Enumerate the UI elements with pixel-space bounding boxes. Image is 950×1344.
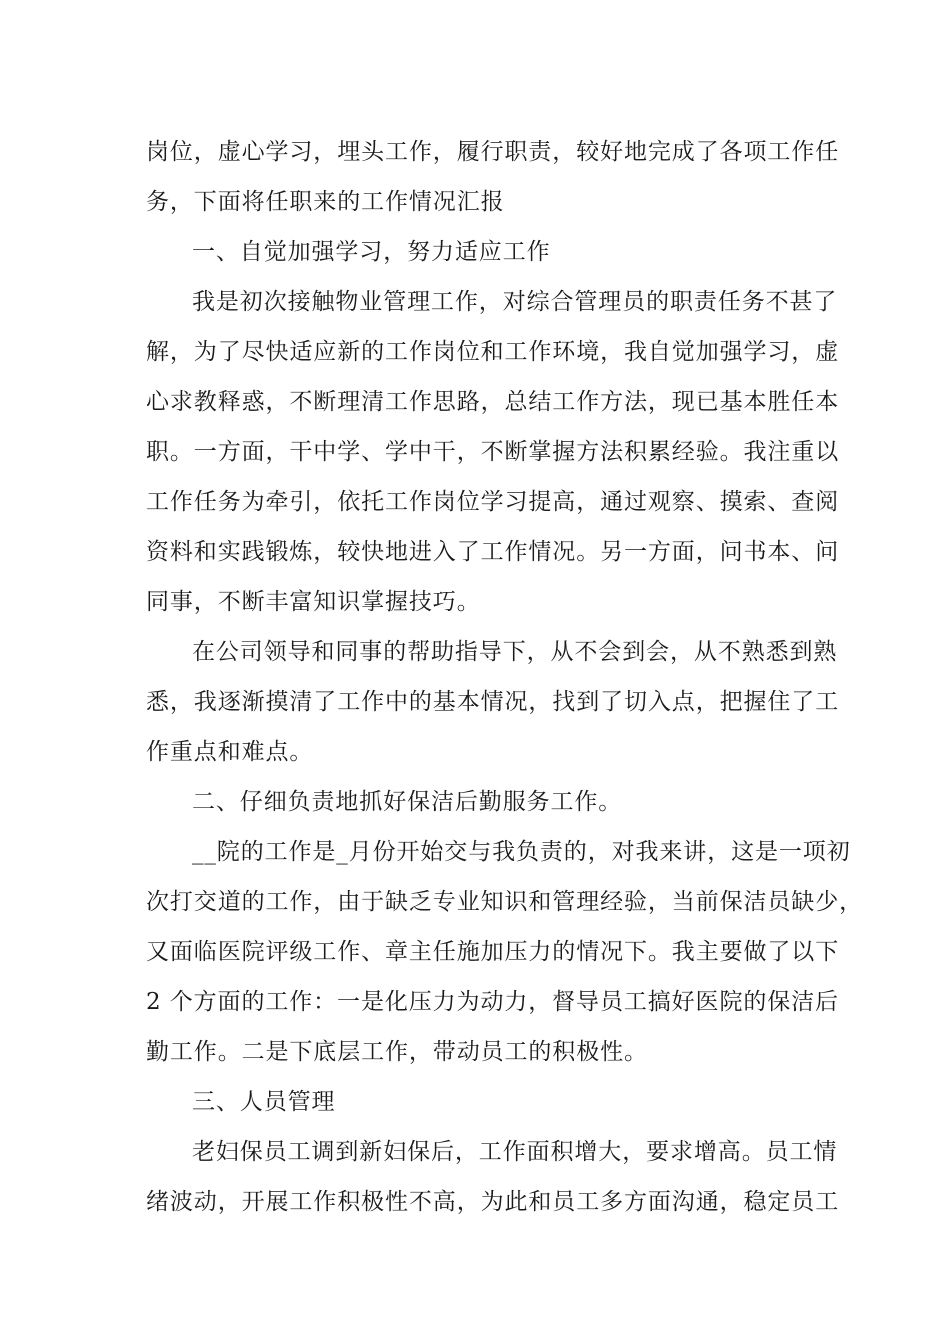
text-line: 次打交道的工作，由于缺乏专业知识和管理经验，当前保洁员缺少， (146, 889, 863, 915)
text-line: 资料和实践锻炼，较快地进入了工作情况。另一方面，问书本、问 (146, 539, 840, 565)
text-line: 同事，不断丰富知识掌握技巧。 (146, 589, 481, 615)
text-line: 岗位，虚心学习，埋头工作，履行职责，较好地完成了各项工作任 (146, 139, 840, 165)
text-line: 悉，我逐渐摸清了工作中的基本情况，找到了切入点，把握住了工 (146, 689, 840, 715)
text-line: __院的工作是_月份开始交与我负责的，对我来讲，这是一项初 (192, 839, 851, 865)
text-line: 职。一方面，干中学、学中干，不断掌握方法积累经验。我注重以 (146, 439, 840, 465)
text-line: 工作任务为牵引，依托工作岗位学习提高，通过观察、摸索、查阅 (146, 489, 840, 515)
text-line: 心求教释惑，不断理清工作思路，总结工作方法，现已基本胜任本 (146, 389, 840, 415)
text-line: 在公司领导和同事的帮助指导下，从不会到会，从不熟悉到熟 (192, 639, 838, 665)
text-line: 解，为了尽快适应新的工作岗位和工作环境，我自觉加强学习，虚 (146, 339, 840, 365)
text-line: 绪波动，开展工作积极性不高，为此和员工多方面沟通，稳定员工 (146, 1189, 840, 1215)
text-line: 务，下面将任职来的工作情况汇报 (146, 189, 505, 215)
text-line: 又面临医院评级工作、章主任施加压力的情况下。我主要做了以下 (146, 939, 840, 965)
text-line: 老妇保员工调到新妇保后，工作面积增大，要求增高。员工情 (192, 1139, 838, 1165)
section-heading: 一、自觉加强学习，努力适应工作 (192, 239, 551, 265)
text-line: 我是初次接触物业管理工作，对综合管理员的职责任务不甚了 (192, 289, 838, 315)
text-line: 作重点和难点。 (146, 739, 314, 765)
text-line: 勤工作。二是下底层工作，带动员工的积极性。 (146, 1039, 648, 1065)
text-line: 2 个方面的工作：一是化压力为动力，督导员工搞好医院的保洁后 (146, 989, 839, 1015)
section-heading: 三、人员管理 (192, 1089, 336, 1115)
section-heading: 二、仔细负责地抓好保洁后勤服务工作。 (192, 789, 623, 815)
document-body (146, 127, 863, 1227)
